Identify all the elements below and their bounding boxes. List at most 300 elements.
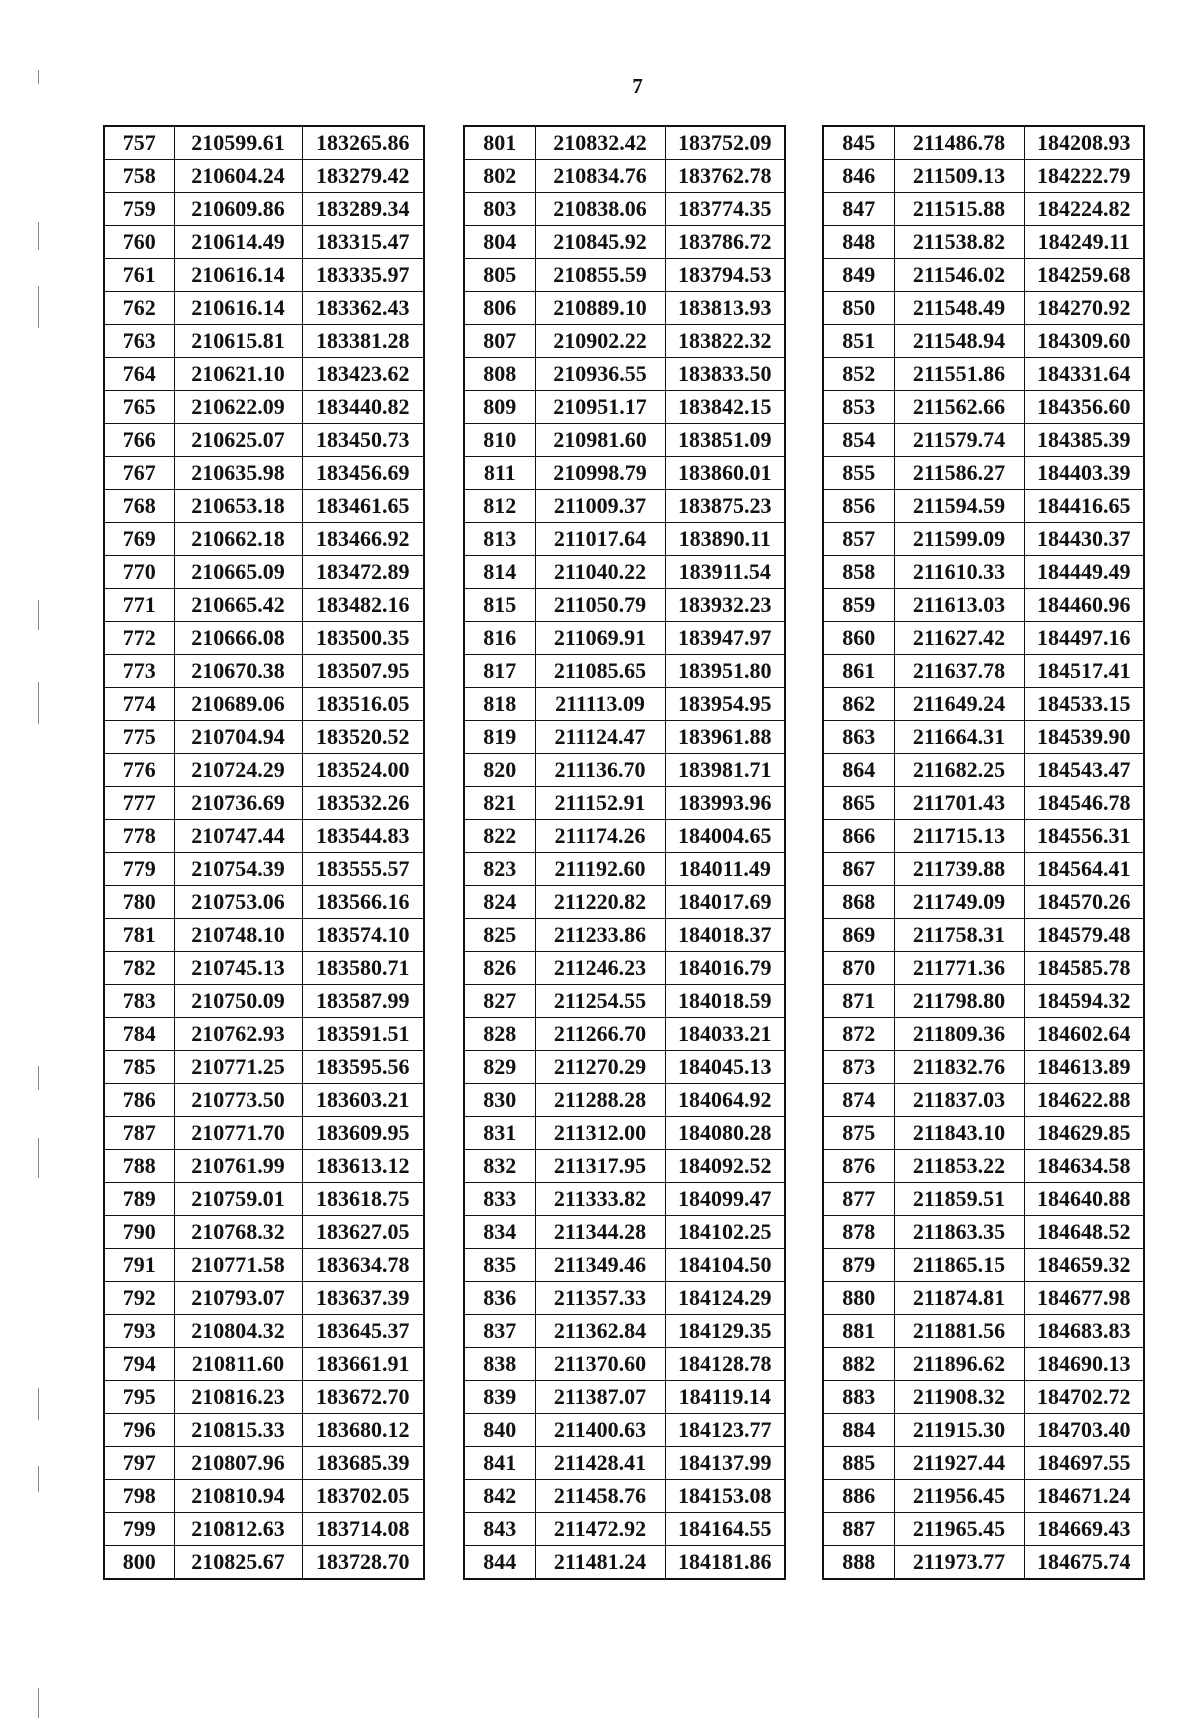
x-coordinate-cell: 210736.69 [174,787,302,820]
scan-margin-mark [38,1388,39,1420]
x-coordinate-cell: 210724.29 [174,754,302,787]
table-row [104,1315,424,1348]
x-coordinate-cell: 210653.18 [174,490,302,523]
point-number-cell: 868 [823,886,894,919]
table-row [823,523,1144,556]
y-coordinate-cell: 184259.68 [1024,259,1144,292]
x-coordinate-cell: 211956.45 [894,1480,1024,1513]
y-coordinate-cell: 184222.79 [1024,160,1144,193]
y-coordinate-cell: 183714.08 [302,1513,424,1546]
x-coordinate-cell: 210599.61 [174,126,302,160]
x-coordinate-cell: 211863.35 [894,1216,1024,1249]
point-number-cell: 867 [823,853,894,886]
y-coordinate-cell: 183993.96 [665,787,785,820]
y-coordinate-cell: 184016.79 [665,952,785,985]
table-row [104,622,424,655]
table-row [464,787,785,820]
y-coordinate-cell: 183603.21 [302,1084,424,1117]
table-row [104,325,424,358]
table-row [104,1282,424,1315]
table-row [464,1447,785,1480]
y-coordinate-cell: 184675.74 [1024,1546,1144,1580]
y-coordinate-cell: 183685.39 [302,1447,424,1480]
y-coordinate-cell: 184128.78 [665,1348,785,1381]
y-coordinate-cell: 184129.35 [665,1315,785,1348]
point-number-cell: 785 [104,1051,174,1084]
y-coordinate-cell: 183362.43 [302,292,424,325]
table-row [464,985,785,1018]
point-number-cell: 871 [823,985,894,1018]
point-number-cell: 847 [823,193,894,226]
x-coordinate-cell: 210616.14 [174,292,302,325]
x-coordinate-cell: 211370.60 [535,1348,665,1381]
table-row [104,985,424,1018]
coordinate-table-left [103,125,425,1580]
point-number-cell: 835 [464,1249,535,1282]
point-number-cell: 775 [104,721,174,754]
point-number-cell: 865 [823,787,894,820]
y-coordinate-cell: 184124.29 [665,1282,785,1315]
table-row [104,457,424,490]
x-coordinate-cell: 211739.88 [894,853,1024,886]
table-row [823,160,1144,193]
x-coordinate-cell: 210625.07 [174,424,302,457]
point-number-cell: 879 [823,1249,894,1282]
table-row [104,292,424,325]
point-number-cell: 792 [104,1282,174,1315]
y-coordinate-cell: 184208.93 [1024,126,1144,160]
table-row [104,1150,424,1183]
point-number-cell: 787 [104,1117,174,1150]
point-number-cell: 786 [104,1084,174,1117]
table-row [464,490,785,523]
table-row [464,1348,785,1381]
y-coordinate-cell: 184018.59 [665,985,785,1018]
x-coordinate-cell: 210811.60 [174,1348,302,1381]
y-coordinate-cell: 183890.11 [665,523,785,556]
point-number-cell: 821 [464,787,535,820]
x-coordinate-cell: 210747.44 [174,820,302,853]
x-coordinate-cell: 211254.55 [535,985,665,1018]
scan-margin-mark [38,286,39,328]
y-coordinate-cell: 184004.65 [665,820,785,853]
table-row [823,655,1144,688]
x-coordinate-cell: 211843.10 [894,1117,1024,1150]
y-coordinate-cell: 183618.75 [302,1183,424,1216]
table-row [104,820,424,853]
x-coordinate-cell: 210889.10 [535,292,665,325]
x-coordinate-cell: 211771.36 [894,952,1024,985]
y-coordinate-cell: 183524.00 [302,754,424,787]
x-coordinate-cell: 211017.64 [535,523,665,556]
x-coordinate-cell: 210753.06 [174,886,302,919]
y-coordinate-cell: 183752.09 [665,126,785,160]
table-row [464,193,785,226]
y-coordinate-cell: 184416.65 [1024,490,1144,523]
x-coordinate-cell: 211546.02 [894,259,1024,292]
point-number-cell: 779 [104,853,174,886]
x-coordinate-cell: 210635.98 [174,457,302,490]
point-number-cell: 839 [464,1381,535,1414]
table-row [464,1216,785,1249]
table-row [104,126,424,160]
point-number-cell: 761 [104,259,174,292]
point-number-cell: 803 [464,193,535,226]
point-number-cell: 834 [464,1216,535,1249]
table-row [464,1315,785,1348]
x-coordinate-cell: 211965.45 [894,1513,1024,1546]
point-number-cell: 878 [823,1216,894,1249]
table-row [104,160,424,193]
point-number-cell: 770 [104,556,174,589]
point-number-cell: 825 [464,919,535,952]
point-number-cell: 777 [104,787,174,820]
table-row [464,688,785,721]
table-row [104,919,424,952]
x-coordinate-cell: 211594.59 [894,490,1024,523]
point-number-cell: 843 [464,1513,535,1546]
x-coordinate-cell: 211040.22 [535,556,665,589]
y-coordinate-cell: 184677.98 [1024,1282,1144,1315]
x-coordinate-cell: 210759.01 [174,1183,302,1216]
x-coordinate-cell: 210616.14 [174,259,302,292]
y-coordinate-cell: 183466.92 [302,523,424,556]
point-number-cell: 780 [104,886,174,919]
point-number-cell: 774 [104,688,174,721]
y-coordinate-cell: 184309.60 [1024,325,1144,358]
table-row [823,193,1144,226]
point-number-cell: 791 [104,1249,174,1282]
point-number-cell: 757 [104,126,174,160]
x-coordinate-cell: 211174.26 [535,820,665,853]
point-number-cell: 886 [823,1480,894,1513]
table-row [464,853,785,886]
y-coordinate-cell: 184460.96 [1024,589,1144,622]
table-row [464,655,785,688]
table-row [823,391,1144,424]
point-number-cell: 817 [464,655,535,688]
point-number-cell: 805 [464,259,535,292]
y-coordinate-cell: 183833.50 [665,358,785,391]
x-coordinate-cell: 211562.66 [894,391,1024,424]
table-row [104,1084,424,1117]
y-coordinate-cell: 184497.16 [1024,622,1144,655]
x-coordinate-cell: 210771.25 [174,1051,302,1084]
point-number-cell: 816 [464,622,535,655]
y-coordinate-cell: 184594.32 [1024,985,1144,1018]
table-row [464,457,785,490]
table-row [104,952,424,985]
y-coordinate-cell: 183851.09 [665,424,785,457]
x-coordinate-cell: 210704.94 [174,721,302,754]
table-row [464,1051,785,1084]
point-number-cell: 765 [104,391,174,424]
point-number-cell: 794 [104,1348,174,1381]
y-coordinate-cell: 183423.62 [302,358,424,391]
scan-margin-mark [38,682,39,724]
table-row [464,523,785,556]
point-number-cell: 844 [464,1546,535,1580]
y-coordinate-cell: 184430.37 [1024,523,1144,556]
table-row [823,126,1144,160]
point-number-cell: 758 [104,160,174,193]
table-row [464,226,785,259]
y-coordinate-cell: 184517.41 [1024,655,1144,688]
y-coordinate-cell: 183645.37 [302,1315,424,1348]
point-number-cell: 813 [464,523,535,556]
x-coordinate-cell: 211387.07 [535,1381,665,1414]
point-number-cell: 807 [464,325,535,358]
table-row [823,1150,1144,1183]
table-row [823,820,1144,853]
y-coordinate-cell: 183482.16 [302,589,424,622]
point-number-cell: 873 [823,1051,894,1084]
y-coordinate-cell: 184249.11 [1024,226,1144,259]
point-number-cell: 789 [104,1183,174,1216]
table-row [104,787,424,820]
y-coordinate-cell: 184403.39 [1024,457,1144,490]
table-row [823,424,1144,457]
y-coordinate-cell: 183680.12 [302,1414,424,1447]
y-coordinate-cell: 183932.23 [665,589,785,622]
x-coordinate-cell: 210981.60 [535,424,665,457]
point-number-cell: 885 [823,1447,894,1480]
x-coordinate-cell: 210812.63 [174,1513,302,1546]
x-coordinate-cell: 211113.09 [535,688,665,721]
table-row [823,985,1144,1018]
point-number-cell: 793 [104,1315,174,1348]
point-number-cell: 884 [823,1414,894,1447]
x-coordinate-cell: 211069.91 [535,622,665,655]
y-coordinate-cell: 183461.65 [302,490,424,523]
x-coordinate-cell: 211874.81 [894,1282,1024,1315]
point-number-cell: 856 [823,490,894,523]
y-coordinate-cell: 184137.99 [665,1447,785,1480]
y-coordinate-cell: 184703.40 [1024,1414,1144,1447]
y-coordinate-cell: 184099.47 [665,1183,785,1216]
y-coordinate-cell: 184570.26 [1024,886,1144,919]
table-row [464,1414,785,1447]
table-row [104,556,424,589]
table-row [104,1249,424,1282]
table-row [464,1249,785,1282]
x-coordinate-cell: 210662.18 [174,523,302,556]
table-row [823,292,1144,325]
table-row [464,556,785,589]
y-coordinate-cell: 183702.05 [302,1480,424,1513]
y-coordinate-cell: 184585.78 [1024,952,1144,985]
table-row [823,490,1144,523]
point-number-cell: 866 [823,820,894,853]
table-row [464,292,785,325]
scan-margin-mark [38,1066,39,1090]
table-row [823,787,1144,820]
point-number-cell: 831 [464,1117,535,1150]
y-coordinate-cell: 184579.48 [1024,919,1144,952]
table-row [823,556,1144,589]
point-number-cell: 799 [104,1513,174,1546]
y-coordinate-cell: 184564.41 [1024,853,1144,886]
point-number-cell: 818 [464,688,535,721]
table-row [823,622,1144,655]
y-coordinate-cell: 183627.05 [302,1216,424,1249]
table-row [464,391,785,424]
point-number-cell: 809 [464,391,535,424]
point-number-cell: 801 [464,126,535,160]
point-number-cell: 812 [464,490,535,523]
x-coordinate-cell: 211798.80 [894,985,1024,1018]
y-coordinate-cell: 184659.32 [1024,1249,1144,1282]
table-row [104,655,424,688]
point-number-cell: 784 [104,1018,174,1051]
x-coordinate-cell: 211009.37 [535,490,665,523]
y-coordinate-cell: 183951.80 [665,655,785,688]
y-coordinate-cell: 183544.83 [302,820,424,853]
x-coordinate-cell: 211579.74 [894,424,1024,457]
y-coordinate-cell: 184629.85 [1024,1117,1144,1150]
point-number-cell: 855 [823,457,894,490]
x-coordinate-cell: 210936.55 [535,358,665,391]
table-row [823,1447,1144,1480]
y-coordinate-cell: 183574.10 [302,919,424,952]
point-number-cell: 778 [104,820,174,853]
y-coordinate-cell: 183728.70 [302,1546,424,1580]
y-coordinate-cell: 183500.35 [302,622,424,655]
point-number-cell: 819 [464,721,535,754]
x-coordinate-cell: 210845.92 [535,226,665,259]
table-row [464,424,785,457]
table-row [104,193,424,226]
y-coordinate-cell: 183911.54 [665,556,785,589]
y-coordinate-cell: 183591.51 [302,1018,424,1051]
point-number-cell: 864 [823,754,894,787]
table-row [104,1117,424,1150]
x-coordinate-cell: 211481.24 [535,1546,665,1580]
point-number-cell: 877 [823,1183,894,1216]
y-coordinate-cell: 183637.39 [302,1282,424,1315]
y-coordinate-cell: 183520.52 [302,721,424,754]
table-row [104,490,424,523]
y-coordinate-cell: 184556.31 [1024,820,1144,853]
point-number-cell: 838 [464,1348,535,1381]
y-coordinate-cell: 184622.88 [1024,1084,1144,1117]
x-coordinate-cell: 211627.42 [894,622,1024,655]
x-coordinate-cell: 211270.29 [535,1051,665,1084]
table-row [104,1447,424,1480]
y-coordinate-cell: 183794.53 [665,259,785,292]
x-coordinate-cell: 211881.56 [894,1315,1024,1348]
x-coordinate-cell: 210998.79 [535,457,665,490]
table-row [104,688,424,721]
point-number-cell: 849 [823,259,894,292]
x-coordinate-cell: 211220.82 [535,886,665,919]
y-coordinate-cell: 184153.08 [665,1480,785,1513]
point-number-cell: 764 [104,358,174,391]
point-number-cell: 883 [823,1381,894,1414]
table-row [464,1150,785,1183]
y-coordinate-cell: 183672.70 [302,1381,424,1414]
y-coordinate-cell: 183774.35 [665,193,785,226]
point-number-cell: 822 [464,820,535,853]
y-coordinate-cell: 183279.42 [302,160,424,193]
x-coordinate-cell: 211486.78 [894,126,1024,160]
page-number: 7 [632,74,643,98]
point-number-cell: 841 [464,1447,535,1480]
y-coordinate-cell: 184011.49 [665,853,785,886]
y-coordinate-cell: 183580.71 [302,952,424,985]
x-coordinate-cell: 211050.79 [535,589,665,622]
point-number-cell: 823 [464,853,535,886]
x-coordinate-cell: 211458.76 [535,1480,665,1513]
x-coordinate-cell: 211649.24 [894,688,1024,721]
y-coordinate-cell: 184546.78 [1024,787,1144,820]
point-number-cell: 829 [464,1051,535,1084]
x-coordinate-cell: 211472.92 [535,1513,665,1546]
point-number-cell: 874 [823,1084,894,1117]
scan-margin-mark [38,1466,39,1492]
x-coordinate-cell: 210793.07 [174,1282,302,1315]
point-number-cell: 837 [464,1315,535,1348]
point-number-cell: 830 [464,1084,535,1117]
table-row [823,1084,1144,1117]
x-coordinate-cell: 211362.84 [535,1315,665,1348]
y-coordinate-cell: 184669.43 [1024,1513,1144,1546]
y-coordinate-cell: 184270.92 [1024,292,1144,325]
table-row [823,259,1144,292]
x-coordinate-cell: 210689.06 [174,688,302,721]
x-coordinate-cell: 211548.94 [894,325,1024,358]
table-row [823,1282,1144,1315]
x-coordinate-cell: 210810.94 [174,1480,302,1513]
y-coordinate-cell: 183634.78 [302,1249,424,1282]
y-coordinate-cell: 183609.95 [302,1117,424,1150]
table-row [823,952,1144,985]
point-number-cell: 795 [104,1381,174,1414]
table-row [464,1513,785,1546]
x-coordinate-cell: 211610.33 [894,556,1024,589]
point-number-cell: 881 [823,1315,894,1348]
x-coordinate-cell: 211246.23 [535,952,665,985]
y-coordinate-cell: 184033.21 [665,1018,785,1051]
table-row [464,1183,785,1216]
x-coordinate-cell: 211586.27 [894,457,1024,490]
x-coordinate-cell: 211357.33 [535,1282,665,1315]
point-number-cell: 862 [823,688,894,721]
point-number-cell: 824 [464,886,535,919]
x-coordinate-cell: 211349.46 [535,1249,665,1282]
point-number-cell: 827 [464,985,535,1018]
point-number-cell: 815 [464,589,535,622]
x-coordinate-cell: 211701.43 [894,787,1024,820]
y-coordinate-cell: 183472.89 [302,556,424,589]
table-row [823,721,1144,754]
table-row [104,259,424,292]
y-coordinate-cell: 184102.25 [665,1216,785,1249]
point-number-cell: 887 [823,1513,894,1546]
scan-margin-mark [38,222,39,250]
x-coordinate-cell: 210834.76 [535,160,665,193]
table-row [464,160,785,193]
point-number-cell: 850 [823,292,894,325]
point-number-cell: 854 [823,424,894,457]
x-coordinate-cell: 210609.86 [174,193,302,226]
y-coordinate-cell: 183875.23 [665,490,785,523]
y-coordinate-cell: 184064.92 [665,1084,785,1117]
y-coordinate-cell: 183450.73 [302,424,424,457]
x-coordinate-cell: 211637.78 [894,655,1024,688]
y-coordinate-cell: 184385.39 [1024,424,1144,457]
table-row [823,688,1144,721]
